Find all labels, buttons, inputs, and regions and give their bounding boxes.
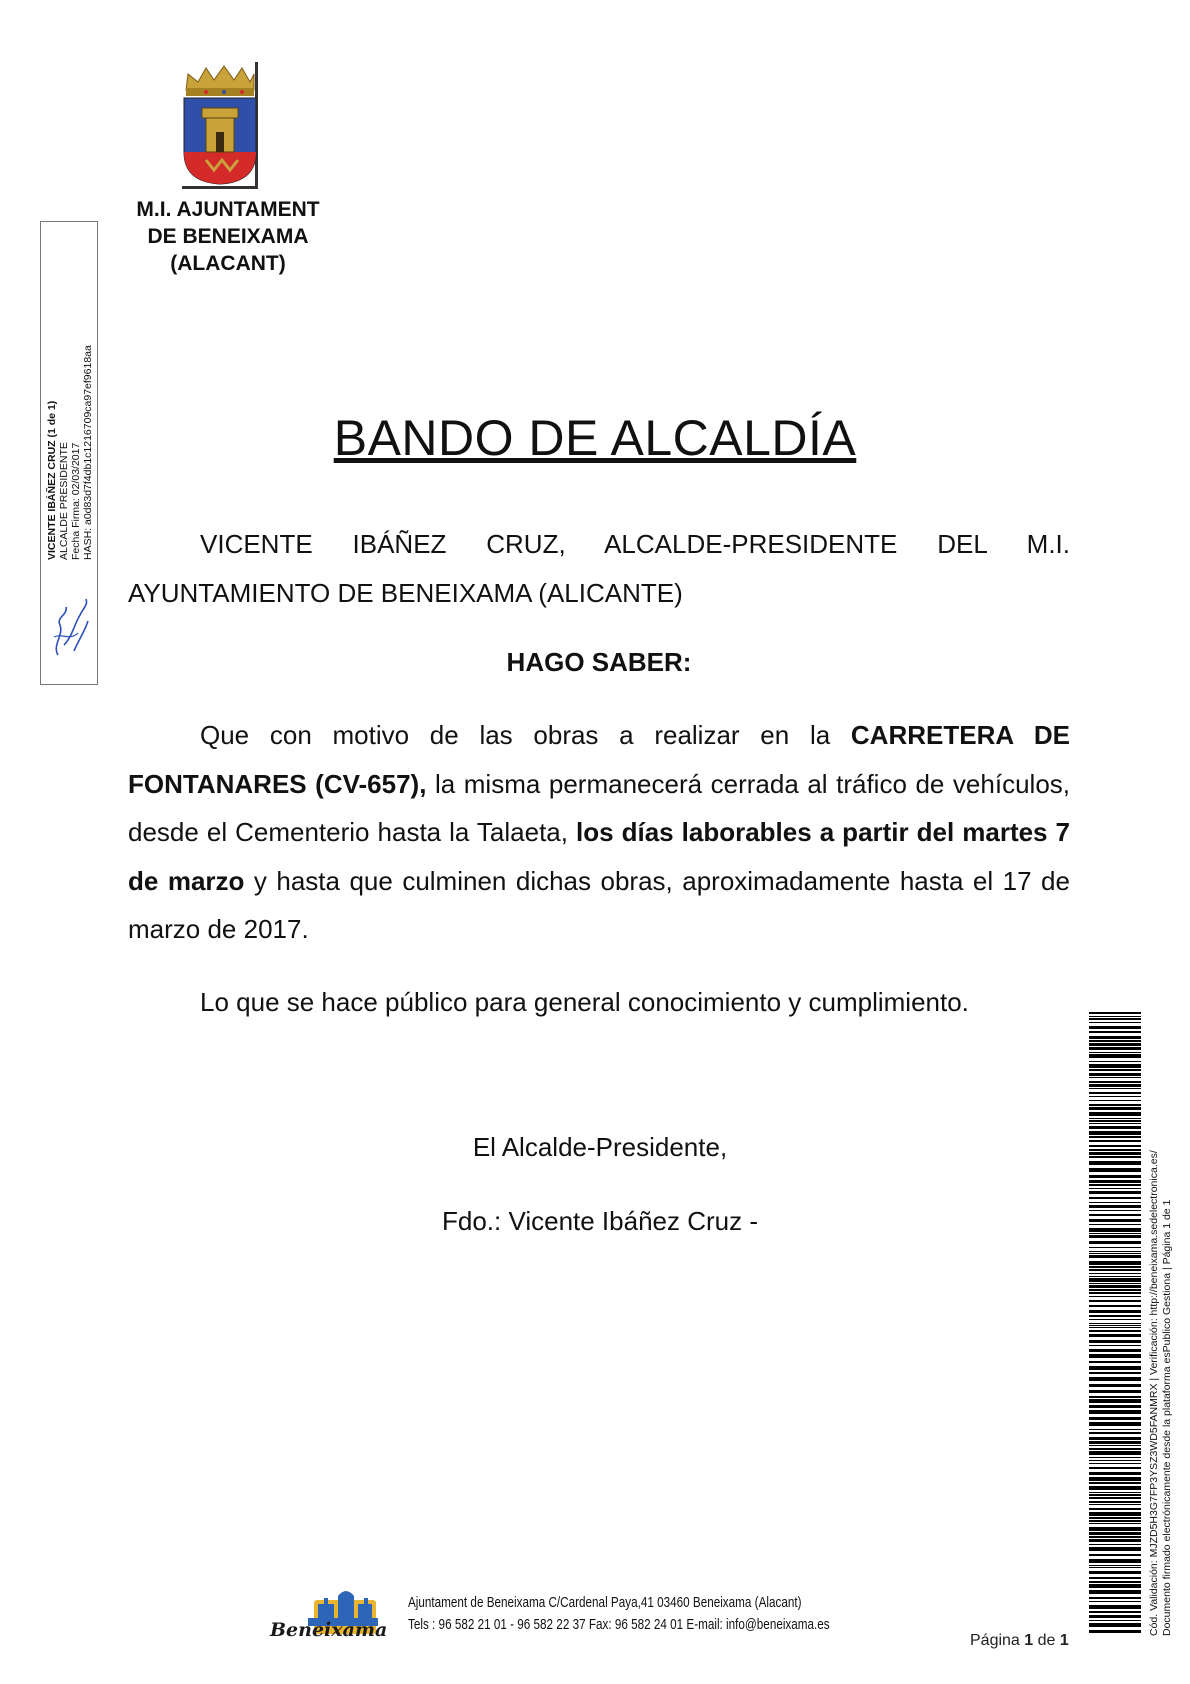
- barcode-bar: [1089, 1197, 1141, 1199]
- barcode-bar: [1089, 1120, 1141, 1122]
- barcode-bar: [1089, 1486, 1141, 1490]
- barcode-bar: [1089, 1016, 1141, 1017]
- barcode-bar: [1089, 1061, 1141, 1062]
- barcode-bar: [1089, 1429, 1141, 1430]
- footer-address: Ajuntament de Beneixama C/Cardenal Paya,41 03460 Beneixama (Alacant): [408, 1594, 802, 1611]
- barcode-bar: [1089, 1460, 1141, 1461]
- council-name: [118, 196, 338, 277]
- footer-address-block: [408, 1592, 830, 1636]
- barcode-bar: [1089, 1202, 1141, 1203]
- barcode-bar: [1089, 1064, 1141, 1068]
- page-number: [970, 1632, 1069, 1650]
- signature-role: El Alcalde-Presidente,: [472, 1132, 728, 1162]
- barcode-bar: [1089, 1289, 1141, 1291]
- barcode-bar: [1089, 1366, 1141, 1370]
- barcode-bar: [1089, 1520, 1141, 1522]
- barcode-bar: [1089, 1300, 1141, 1302]
- barcode-bar: [1089, 1354, 1141, 1358]
- barcode-bar: [1089, 1611, 1141, 1613]
- barcode-bar: [1089, 1615, 1141, 1618]
- barcode-bar: [1089, 1457, 1141, 1458]
- barcode-bar: [1089, 1269, 1141, 1271]
- barcode-bar: [1089, 1210, 1141, 1211]
- barcode-bar: [1089, 1472, 1141, 1475]
- barcode-bar: [1089, 1036, 1141, 1039]
- document-title: BANDO DE ALCALDÍA: [333, 410, 857, 466]
- barcode-bar: [1089, 1523, 1141, 1524]
- barcode-bar: [1089, 1571, 1141, 1574]
- barcode-bar: [1089, 1043, 1141, 1046]
- barcode-bar: [1089, 1565, 1141, 1566]
- barcode-bar: [1089, 1584, 1141, 1588]
- barcode-bar: [1089, 1026, 1141, 1029]
- barcode-bar: [1089, 1630, 1141, 1633]
- barcode-bar: [1089, 1031, 1141, 1033]
- barcode-bar: [1089, 1266, 1141, 1268]
- barcode-bar: [1089, 1536, 1141, 1538]
- barcode-bar: [1089, 1224, 1141, 1225]
- barcode-bar: [1089, 1345, 1141, 1346]
- barcode-bar: [1089, 1567, 1141, 1568]
- barcode-bar: [1089, 1233, 1141, 1234]
- barcode-bar: [1089, 1088, 1141, 1089]
- barcode-bar: [1089, 1073, 1141, 1076]
- barcode-bar: [1089, 1539, 1141, 1542]
- barcode-bar: [1089, 1219, 1141, 1222]
- barcode-bar: [1089, 1188, 1141, 1189]
- barcode-bar: [1089, 1310, 1141, 1313]
- barcode-bar: [1089, 1334, 1141, 1337]
- handwritten-signature-icon: [44, 585, 96, 665]
- public-notice: Lo que se hace público para general conocimiento y cumplimiento.: [200, 987, 969, 1017]
- barcode-bar: [1089, 1601, 1141, 1602]
- barcode-bar: [1089, 1180, 1141, 1183]
- barcode-bar: [1089, 1096, 1141, 1097]
- barcode-bar: [1089, 1544, 1141, 1545]
- barcode-bar: [1089, 1330, 1141, 1332]
- barcode-bar: [1089, 1092, 1141, 1094]
- barcode-bar: [1089, 1492, 1141, 1493]
- barcode-bar: [1089, 1022, 1141, 1023]
- barcode-bar: [1089, 1278, 1141, 1282]
- barcode-bar: [1089, 1081, 1141, 1083]
- barcode-bar: [1089, 1410, 1141, 1414]
- barcode-bar: [1089, 1482, 1141, 1484]
- barcode-bar: [1089, 1340, 1141, 1343]
- barcode-bar: [1089, 1399, 1141, 1403]
- barcode-bar: [1089, 1477, 1141, 1481]
- signature-name: Fdo.: Vicente Ibáñez Cruz -: [441, 1206, 758, 1236]
- barcode-bar: [1089, 1107, 1141, 1110]
- barcode-bar: [1089, 1168, 1141, 1172]
- barcode-bar: [1089, 1432, 1141, 1434]
- barcode-bar: [1089, 1285, 1141, 1288]
- beneixama-logo-icon: [268, 1584, 388, 1644]
- barcode-bar: [1089, 1577, 1141, 1579]
- barcode-bar: [1089, 1305, 1141, 1307]
- page-current: 1: [1024, 1632, 1034, 1649]
- barcode-bar: [1089, 1620, 1141, 1621]
- barcode-bar: [1089, 1405, 1141, 1408]
- barcode-bar: [1089, 1319, 1141, 1320]
- barcode-bar: [1089, 1214, 1141, 1216]
- barcode-bar: [1089, 1390, 1141, 1393]
- barcode-bar: [1089, 1325, 1141, 1326]
- barcode-bar: [1089, 1047, 1141, 1050]
- barcode-bar: [1089, 1283, 1141, 1284]
- barcode-bar: [1089, 1247, 1141, 1248]
- barcode-bar: [1089, 1175, 1141, 1178]
- barcode-bar: [1089, 1590, 1141, 1594]
- barcode-bar: [1089, 1205, 1141, 1208]
- barcode-bar: [1089, 1156, 1141, 1158]
- barcode-bar: [1089, 1251, 1141, 1252]
- barcode-bar: [1089, 1396, 1141, 1398]
- main-text-3: y hasta que culminen dichas obras, aproximadamente hasta el 17 de marzo de 2017.: [128, 865, 1070, 944]
- barcode-bar: [1089, 1184, 1141, 1186]
- barcode-bar: [1089, 1228, 1141, 1232]
- footer-logo-text: Beneixama: [270, 1619, 388, 1641]
- barcode-bar: [1089, 1451, 1141, 1455]
- coat-of-arms-icon: [176, 60, 272, 190]
- barcode-bar: [1089, 1276, 1141, 1277]
- barcode-bar: [1089, 1123, 1141, 1124]
- stamp-hash: HASH: a0d83d7f4db1c1216709ca97ef9618aa: [82, 345, 94, 560]
- page-of: de: [1037, 1632, 1056, 1649]
- barcode-bar: [1089, 1052, 1141, 1053]
- barcode-bar: [1089, 1559, 1141, 1563]
- main-text-1: Que con motivo de las obras a realizar en la: [200, 720, 851, 750]
- main-bold-road: CARRETERA DE FONTANARES (CV-657),: [128, 720, 1071, 799]
- barcode-bar: [1089, 1508, 1141, 1510]
- barcode-bar: [1089, 1494, 1141, 1496]
- barcode-bar: [1089, 1054, 1141, 1058]
- validation-line-2: Documento firmado electrónicamente desde la plataforma esPublico Gestiona | Página 1 de 1: [1161, 1199, 1173, 1636]
- page-total: 1: [1059, 1632, 1069, 1649]
- validation-barcode: [1089, 1012, 1141, 1634]
- hago-saber-heading: HAGO SABER:: [506, 647, 692, 677]
- barcode-bar: [1089, 1261, 1141, 1265]
- barcode-bar: [1089, 1623, 1141, 1627]
- stamp-signer: VICENTE IBÁÑEZ CRUZ (1 de 1): [46, 400, 58, 560]
- barcode-bar: [1089, 1255, 1141, 1258]
- barcode-bar: [1089, 1501, 1141, 1503]
- barcode-bar: [1089, 1084, 1141, 1087]
- barcode-bar: [1089, 1149, 1141, 1151]
- barcode-bar: [1089, 1152, 1141, 1155]
- barcode-bar: [1089, 1012, 1141, 1014]
- main-bold-dates: los días laborables a partir del martes 7 de marzo: [128, 817, 1070, 896]
- barcode-bar: [1089, 1273, 1141, 1274]
- barcode-bar: [1089, 1441, 1141, 1444]
- barcode-bar: [1089, 1417, 1141, 1420]
- council-line-1: M.I. AJUNTAMENT: [136, 198, 320, 221]
- barcode-bar: [1089, 1497, 1141, 1499]
- barcode-bar: [1089, 1384, 1141, 1387]
- barcode-bar: [1089, 1349, 1141, 1352]
- barcode-bar: [1089, 1517, 1141, 1519]
- stamp-date: Fecha Firma: 02/03/2017: [70, 442, 82, 560]
- barcode-bar: [1089, 1136, 1141, 1138]
- barcode-bar: [1089, 1605, 1141, 1609]
- barcode-bar: [1089, 1104, 1141, 1106]
- barcode-bar: [1089, 1437, 1141, 1440]
- barcode-bar: [1089, 1126, 1141, 1129]
- barcode-bar: [1089, 1463, 1141, 1464]
- barcode-bar: [1089, 1140, 1141, 1142]
- barcode-bar: [1089, 1445, 1141, 1446]
- barcode-bar: [1089, 1253, 1141, 1254]
- barcode-bar: [1089, 1377, 1141, 1381]
- barcode-bar: [1089, 1372, 1141, 1374]
- barcode-bar: [1089, 1467, 1141, 1469]
- barcode-bar: [1089, 1504, 1141, 1505]
- barcode-bar: [1089, 1527, 1141, 1531]
- barcode-bar: [1089, 1361, 1141, 1363]
- barcode-bar: [1089, 1069, 1141, 1071]
- barcode-bar: [1089, 1191, 1141, 1194]
- footer-contact: Tels : 96 582 21 01 - 96 582 22 37 Fax: 96 582 24 01 E-mail: info@beneixama.es: [408, 1616, 830, 1633]
- barcode-bar: [1089, 1112, 1141, 1116]
- barcode-bar: [1089, 1292, 1141, 1294]
- barcode-bar: [1089, 1581, 1141, 1583]
- council-line-3: (ALACANT): [170, 252, 286, 275]
- barcode-bar: [1089, 1597, 1141, 1599]
- barcode-bar: [1089, 1323, 1141, 1324]
- barcode-bar: [1089, 1547, 1141, 1551]
- barcode-bar: [1089, 1448, 1141, 1450]
- barcode-bar: [1089, 1422, 1141, 1426]
- mayor-paragraph: VICENTE IBÁÑEZ CRUZ, ALCALDE-PRESIDENTE DEL M.I. AYUNTAMIENTO DE BENEIXAMA (ALICANTE): [128, 529, 1070, 608]
- barcode-bar: [1089, 1077, 1141, 1078]
- barcode-bar: [1089, 1315, 1141, 1317]
- barcode-bar: [1089, 1554, 1141, 1556]
- barcode-bar: [1089, 1512, 1141, 1516]
- stamp-role: ALCALDE PRESIDENTE: [58, 442, 70, 560]
- barcode-bar: [1089, 1161, 1141, 1165]
- barcode-bar: [1089, 1131, 1141, 1135]
- barcode-bar: [1089, 1018, 1141, 1020]
- main-paragraph: [128, 711, 1070, 954]
- barcode-bar: [1089, 1235, 1141, 1238]
- validation-line-1: Cód. Validación: MJZD5H3G7FP3YSZ3WD5FANMRX | Verificación: http://beneixama.sedelectronica.es/: [1148, 1150, 1160, 1636]
- barcode-bar: [1089, 1145, 1141, 1147]
- barcode-bar: [1089, 1118, 1141, 1119]
- barcode-bar: [1089, 1327, 1141, 1328]
- council-line-2: DE BENEIXAMA: [147, 225, 309, 248]
- barcode-bar: [1089, 1532, 1141, 1535]
- validation-text: [1148, 1016, 1174, 1636]
- main-text-2: la misma permanecerá cerrada al tráfico de vehículos, desde el Cementerio hasta la Talaeta,: [128, 768, 1070, 847]
- barcode-bar: [1089, 1296, 1141, 1297]
- page-label: Página: [970, 1632, 1020, 1649]
- barcode-bar: [1089, 1100, 1141, 1101]
- barcode-bar: [1089, 1040, 1141, 1042]
- barcode-bar: [1089, 1241, 1141, 1244]
